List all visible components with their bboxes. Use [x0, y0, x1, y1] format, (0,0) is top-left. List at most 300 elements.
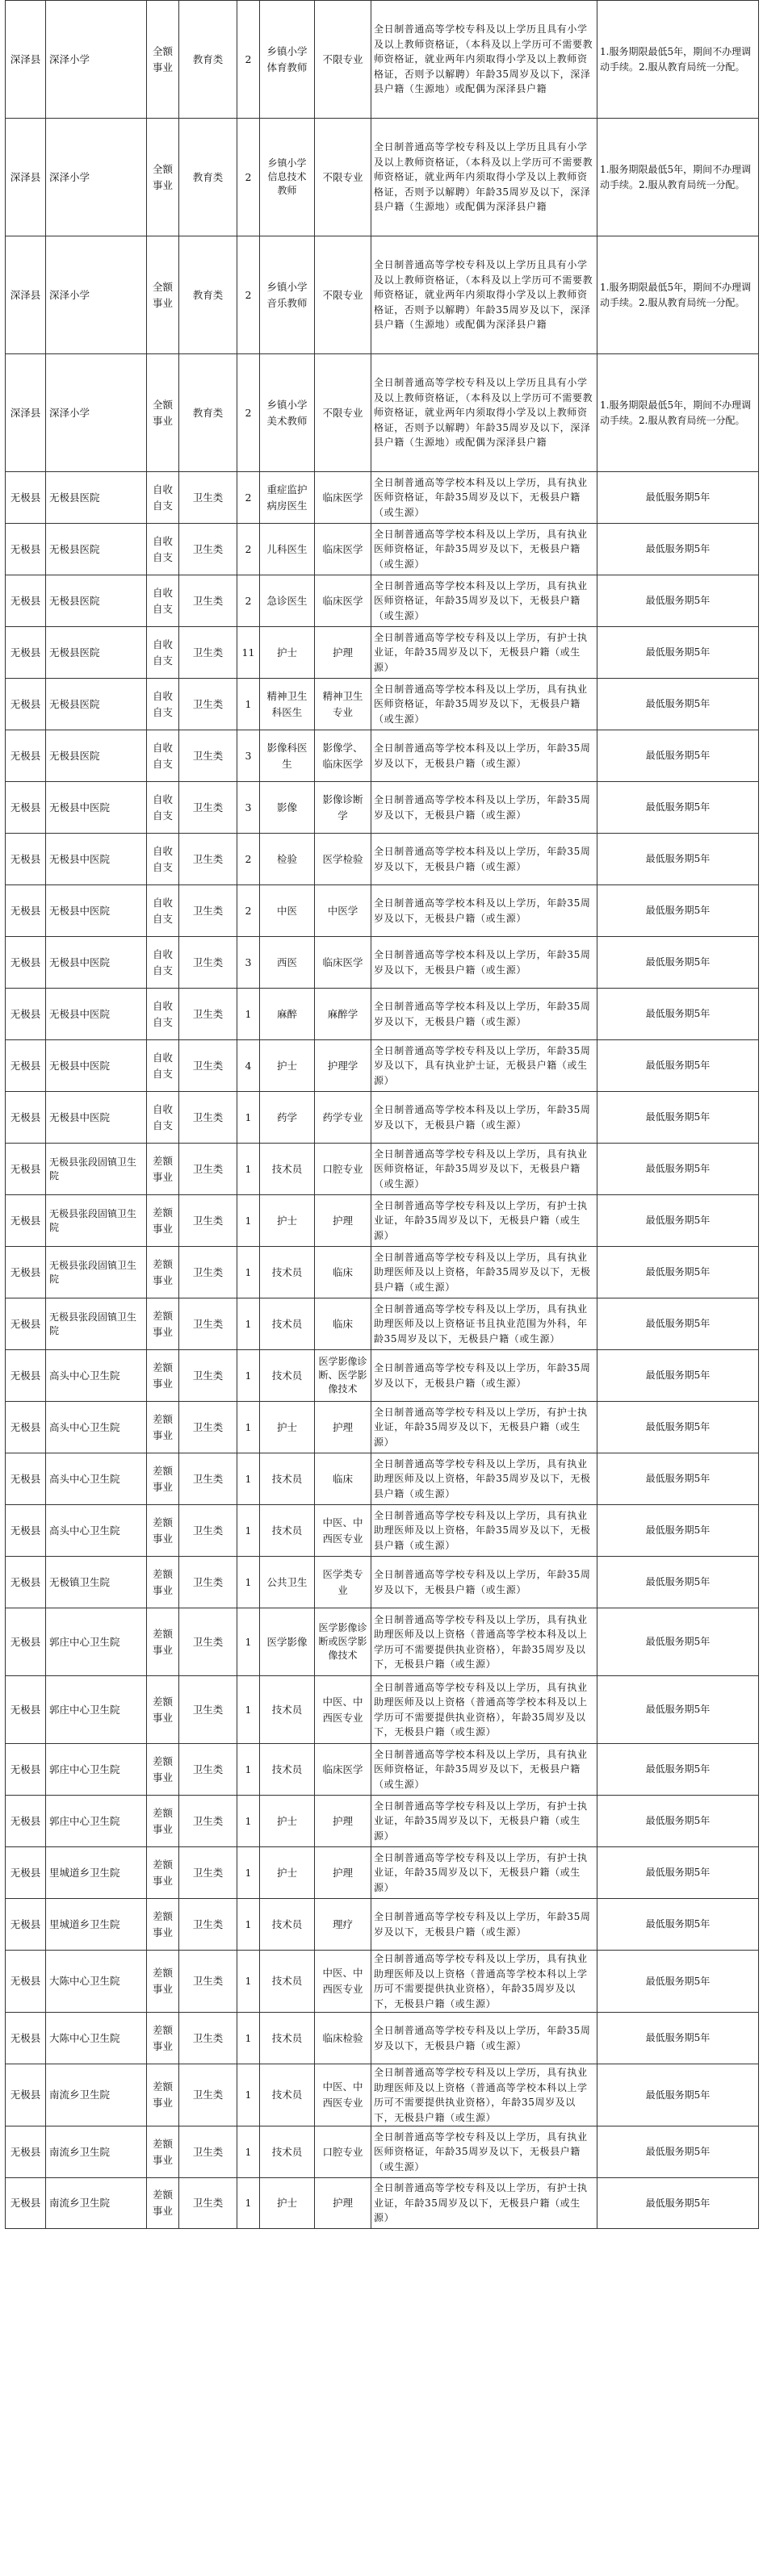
cell-remark: 最低服务期5年 — [597, 1847, 759, 1899]
cell-nature: 自收自支 — [147, 989, 179, 1040]
cell-unit: 南流乡卫生院 — [46, 2178, 147, 2229]
cell-major: 临床医学 — [315, 937, 371, 989]
cell-category: 卫生类 — [179, 2178, 237, 2229]
cell-county: 深泽县 — [6, 1, 46, 119]
cell-position: 护士 — [260, 627, 315, 679]
cell-count: 1 — [237, 2013, 260, 2064]
cell-unit: 深泽小学 — [46, 236, 147, 354]
cell-category: 教育类 — [179, 354, 237, 472]
cell-major: 中医、中西医专业 — [315, 1951, 371, 2013]
table-row — [6, 1505, 759, 1557]
cell-nature: 差额事业 — [147, 1557, 179, 1608]
table-row — [6, 2064, 759, 2126]
cell-category: 卫生类 — [179, 524, 237, 575]
cell-category: 卫生类 — [179, 937, 237, 989]
cell-remark: 最低服务期5年 — [597, 834, 759, 885]
cell-remark: 最低服务期5年 — [597, 472, 759, 524]
cell-remark: 最低服务期5年 — [597, 1951, 759, 2013]
cell-county: 无极县 — [6, 524, 46, 575]
cell-category: 教育类 — [179, 236, 237, 354]
cell-county: 无极县 — [6, 472, 46, 524]
cell-category: 卫生类 — [179, 1092, 237, 1144]
cell-requirement: 全日制普通高等学校专科及以上学历，具有执业助理医师及以上资格，年龄35周岁及以下，无极县户籍（或生源） — [371, 1453, 597, 1505]
cell-count: 2 — [237, 575, 260, 627]
cell-major: 麻醉学 — [315, 989, 371, 1040]
cell-county: 无极县 — [6, 885, 46, 937]
cell-category: 卫生类 — [179, 472, 237, 524]
cell-unit: 无极县中医院 — [46, 885, 147, 937]
cell-count: 1 — [237, 1847, 260, 1899]
cell-major: 临床医学 — [315, 575, 371, 627]
cell-category: 卫生类 — [179, 1796, 237, 1847]
cell-count: 1 — [237, 1608, 260, 1676]
cell-major: 口腔专业 — [315, 1144, 371, 1195]
cell-county: 无极县 — [6, 1144, 46, 1195]
cell-category: 卫生类 — [179, 679, 237, 730]
cell-requirement: 全日制普通高等学校专科及以上学历且具有小学及以上教师资格证，（本科及以上学历可不需要教师资格证，就业两年内须取得小学及以上教师资格证，否则予以解聘）年龄35周岁及以下，深泽县户籍（生源地）或配偶为深泽县户籍 — [371, 236, 597, 354]
table-row — [6, 679, 759, 730]
cell-county: 无极县 — [6, 782, 46, 834]
cell-unit: 高头中心卫生院 — [46, 1402, 147, 1453]
cell-remark: 最低服务期5年 — [597, 2064, 759, 2126]
cell-category: 卫生类 — [179, 1195, 237, 1247]
cell-unit: 郭庄中心卫生院 — [46, 1676, 147, 1744]
cell-remark: 最低服务期5年 — [597, 2126, 759, 2178]
cell-unit: 南流乡卫生院 — [46, 2064, 147, 2126]
cell-county: 无极县 — [6, 730, 46, 782]
cell-category: 卫生类 — [179, 2013, 237, 2064]
cell-county: 无极县 — [6, 575, 46, 627]
cell-major: 护理 — [315, 627, 371, 679]
cell-requirement: 全日制普通高等学校专科及以上学历，具有执业助理医师及以上资格（普通高等学校本科及以上学历可不需要提供执业资格），年龄35周岁及以下，无极县户籍（或生源） — [371, 1676, 597, 1744]
cell-count: 1 — [237, 1676, 260, 1744]
cell-nature: 自收自支 — [147, 834, 179, 885]
cell-category: 卫生类 — [179, 1453, 237, 1505]
table-row — [6, 354, 759, 472]
cell-county: 无极县 — [6, 1298, 46, 1350]
cell-remark: 最低服务期5年 — [597, 575, 759, 627]
cell-position: 护士 — [260, 1796, 315, 1847]
cell-county: 无极县 — [6, 989, 46, 1040]
cell-position: 护士 — [260, 1847, 315, 1899]
cell-remark: 最低服务期5年 — [597, 2178, 759, 2229]
table-row — [6, 1, 759, 119]
cell-county: 无极县 — [6, 2064, 46, 2126]
table-row — [6, 989, 759, 1040]
cell-county: 无极县 — [6, 2013, 46, 2064]
cell-remark: 最低服务期5年 — [597, 1557, 759, 1608]
cell-county: 无极县 — [6, 627, 46, 679]
cell-major: 医学类专业 — [315, 1557, 371, 1608]
cell-major: 不限专业 — [315, 1, 371, 119]
cell-requirement: 全日制普通高等学校本科及以上学历，具有执业医师资格证，年龄35周岁及以下，无极县户籍（或生源） — [371, 1744, 597, 1796]
cell-position: 儿科医生 — [260, 524, 315, 575]
cell-major: 理疗 — [315, 1899, 371, 1951]
table-row — [6, 524, 759, 575]
cell-count: 1 — [237, 1247, 260, 1298]
cell-major: 中医、中西医专业 — [315, 1505, 371, 1557]
cell-count: 2 — [237, 885, 260, 937]
cell-nature: 差额事业 — [147, 1951, 179, 2013]
cell-requirement: 全日制普通高等学校专科及以上学历，年龄35周岁及以下，无极县户籍（或生源） — [371, 1899, 597, 1951]
cell-count: 1 — [237, 1505, 260, 1557]
cell-position: 护士 — [260, 1195, 315, 1247]
cell-category: 卫生类 — [179, 2126, 237, 2178]
cell-nature: 全额事业 — [147, 1, 179, 119]
cell-nature: 差额事业 — [147, 1350, 179, 1402]
cell-count: 1 — [237, 1298, 260, 1350]
cell-requirement: 全日制普通高等学校专科及以上学历，具有执业助理医师及以上资格，年龄35周岁及以下，无极县户籍（或生源） — [371, 1247, 597, 1298]
cell-major: 护理 — [315, 1195, 371, 1247]
cell-position: 技术员 — [260, 1744, 315, 1796]
cell-requirement: 全日制普通高等学校专科及以上学历，年龄35周岁及以下，无极县户籍（或生源） — [371, 2013, 597, 2064]
cell-position: 技术员 — [260, 1899, 315, 1951]
cell-count: 2 — [237, 834, 260, 885]
cell-position: 医学影像 — [260, 1608, 315, 1676]
cell-unit: 南流乡卫生院 — [46, 2126, 147, 2178]
cell-position: 精神卫生科医生 — [260, 679, 315, 730]
cell-county: 无极县 — [6, 1608, 46, 1676]
cell-nature: 差额事业 — [147, 1453, 179, 1505]
cell-count: 1 — [237, 1744, 260, 1796]
cell-category: 卫生类 — [179, 1040, 237, 1092]
cell-position: 检验 — [260, 834, 315, 885]
cell-county: 无极县 — [6, 1040, 46, 1092]
table-row — [6, 1951, 759, 2013]
cell-count: 11 — [237, 627, 260, 679]
table-row — [6, 1144, 759, 1195]
cell-unit: 郭庄中心卫生院 — [46, 1744, 147, 1796]
table-row — [6, 1453, 759, 1505]
cell-unit: 无极县医院 — [46, 472, 147, 524]
cell-requirement: 全日制普通高等学校专科及以上学历，有护士执业证，年龄35周岁及以下，无极县户籍（或生源） — [371, 2178, 597, 2229]
cell-position: 急诊医生 — [260, 575, 315, 627]
table-row — [6, 1676, 759, 1744]
cell-category: 卫生类 — [179, 575, 237, 627]
cell-unit: 里城道乡卫生院 — [46, 1899, 147, 1951]
cell-remark: 最低服务期5年 — [597, 1298, 759, 1350]
cell-remark: 最低服务期5年 — [597, 2013, 759, 2064]
cell-major: 影像诊断学 — [315, 782, 371, 834]
cell-unit: 深泽小学 — [46, 1, 147, 119]
cell-count: 2 — [237, 524, 260, 575]
cell-count: 1 — [237, 1402, 260, 1453]
cell-count: 2 — [237, 354, 260, 472]
cell-count: 4 — [237, 1040, 260, 1092]
cell-nature: 差额事业 — [147, 2013, 179, 2064]
cell-unit: 无极县医院 — [46, 627, 147, 679]
table-row — [6, 472, 759, 524]
cell-remark: 最低服务期5年 — [597, 1744, 759, 1796]
cell-category: 卫生类 — [179, 834, 237, 885]
cell-count: 2 — [237, 236, 260, 354]
cell-county: 无极县 — [6, 1092, 46, 1144]
cell-position: 护士 — [260, 1040, 315, 1092]
cell-count: 1 — [237, 1144, 260, 1195]
cell-requirement: 全日制普通高等学校本科及以上学历，具有执业医师资格证，年龄35周岁及以下，无极县户籍（或生源） — [371, 575, 597, 627]
cell-nature: 全额事业 — [147, 236, 179, 354]
cell-count: 3 — [237, 782, 260, 834]
cell-nature: 自收自支 — [147, 1092, 179, 1144]
cell-requirement: 全日制普通高等学校本科及以上学历，年龄35周岁及以下，无极县户籍（或生源） — [371, 989, 597, 1040]
cell-major: 医学影像诊断或医学影像技术 — [315, 1608, 371, 1676]
cell-county: 无极县 — [6, 1847, 46, 1899]
cell-requirement: 全日制普通高等学校本科及以上学历，年龄35周岁及以下，无极县户籍（或生源） — [371, 834, 597, 885]
cell-county: 无极县 — [6, 1350, 46, 1402]
cell-major: 中医、中西医专业 — [315, 2064, 371, 2126]
cell-category: 卫生类 — [179, 1505, 237, 1557]
cell-category: 卫生类 — [179, 782, 237, 834]
cell-unit: 郭庄中心卫生院 — [46, 1796, 147, 1847]
cell-position: 技术员 — [260, 1298, 315, 1350]
cell-county: 无极县 — [6, 1744, 46, 1796]
cell-count: 1 — [237, 989, 260, 1040]
cell-count: 1 — [237, 1195, 260, 1247]
cell-category: 卫生类 — [179, 1847, 237, 1899]
cell-remark: 最低服务期5年 — [597, 524, 759, 575]
cell-remark: 最低服务期5年 — [597, 1144, 759, 1195]
cell-count: 2 — [237, 472, 260, 524]
cell-nature: 全额事业 — [147, 119, 179, 236]
cell-major: 临床 — [315, 1453, 371, 1505]
cell-requirement: 全日制普通高等学校专科及以上学历且具有小学及以上教师资格证，（本科及以上学历可不需要教师资格证，就业两年内须取得小学及以上教师资格证，否则予以解聘）年龄35周岁及以下，深泽县户籍（生源地）或配偶为深泽县户籍 — [371, 1, 597, 119]
cell-unit: 无极县医院 — [46, 524, 147, 575]
cell-requirement: 全日制普通高等学校专科及以上学历且具有小学及以上教师资格证，（本科及以上学历可不需要教师资格证，就业两年内须取得小学及以上教师资格证，否则予以解聘）年龄35周岁及以下，深泽县户籍（生源地）或配偶为深泽县户籍 — [371, 119, 597, 236]
cell-nature: 差额事业 — [147, 2178, 179, 2229]
cell-position: 技术员 — [260, 1453, 315, 1505]
cell-county: 无极县 — [6, 1402, 46, 1453]
cell-major: 影像学、临床医学 — [315, 730, 371, 782]
cell-category: 卫生类 — [179, 1899, 237, 1951]
table-row — [6, 834, 759, 885]
cell-unit: 深泽小学 — [46, 119, 147, 236]
cell-category: 卫生类 — [179, 1298, 237, 1350]
cell-count: 2 — [237, 119, 260, 236]
cell-remark: 1.服务期限最低5年，期间不办理调动手续。2.服从教育局统一分配。 — [597, 1, 759, 119]
cell-nature: 自收自支 — [147, 575, 179, 627]
cell-remark: 最低服务期5年 — [597, 1796, 759, 1847]
cell-position: 乡镇小学音乐教师 — [260, 236, 315, 354]
cell-remark: 最低服务期5年 — [597, 1505, 759, 1557]
cell-category: 卫生类 — [179, 1557, 237, 1608]
cell-nature: 差额事业 — [147, 1676, 179, 1744]
cell-remark: 1.服务期限最低5年，期间不办理调动手续。2.服从教育局统一分配。 — [597, 119, 759, 236]
cell-requirement: 全日制普通高等学校专科及以上学历，有护士执业证，年龄35周岁及以下，无极县户籍（或生源） — [371, 1195, 597, 1247]
cell-remark: 最低服务期5年 — [597, 1247, 759, 1298]
cell-category: 卫生类 — [179, 1350, 237, 1402]
table-row — [6, 627, 759, 679]
cell-remark: 最低服务期5年 — [597, 782, 759, 834]
cell-remark: 最低服务期5年 — [597, 1402, 759, 1453]
cell-remark: 1.服务期限最低5年，期间不办理调动手续。2.服从教育局统一分配。 — [597, 236, 759, 354]
cell-requirement: 全日制普通高等学校专科及以上学历，具有执业助理医师及以上资格证书且执业范围为外科，年龄35周岁及以下，无极县户籍（或生源） — [371, 1298, 597, 1350]
cell-nature: 自收自支 — [147, 627, 179, 679]
table-row — [6, 730, 759, 782]
cell-county: 无极县 — [6, 1676, 46, 1744]
cell-category: 卫生类 — [179, 1247, 237, 1298]
cell-requirement: 全日制普通高等学校专科及以上学历，有护士执业证，年龄35周岁及以下，无极县户籍（或生源） — [371, 1796, 597, 1847]
cell-requirement: 全日制普通高等学校专科及以上学历且具有小学及以上教师资格证，（本科及以上学历可不需要教师资格证，就业两年内须取得小学及以上教师资格证，否则予以解聘）年龄35周岁及以下，深泽县户籍（生源地）或配偶为深泽县户籍 — [371, 354, 597, 472]
cell-major: 中医学 — [315, 885, 371, 937]
cell-major: 护理学 — [315, 1040, 371, 1092]
cell-major: 不限专业 — [315, 354, 371, 472]
cell-major: 护理 — [315, 1796, 371, 1847]
cell-requirement: 全日制普通高等学校本科及以上学历，具有执业医师资格证，年龄35周岁及以下，无极县户籍（或生源） — [371, 679, 597, 730]
cell-category: 卫生类 — [179, 2064, 237, 2126]
cell-requirement: 全日制普通高等学校专科及以上学历，具有执业助理医师及以上资格（普通高等学校本科以上学历可不需要提供执业资格），年龄35周岁及以下，无极县户籍（或生源） — [371, 2064, 597, 2126]
cell-count: 1 — [237, 1951, 260, 2013]
cell-requirement: 全日制普通高等学校专科及以上学历，具有执业助理医师及以上资格（普通高等学校本科以上学历可不需要提供执业资格），年龄35周岁及以下，无极县户籍（或生源） — [371, 1951, 597, 2013]
cell-unit: 无极县中医院 — [46, 834, 147, 885]
cell-category: 卫生类 — [179, 1402, 237, 1453]
cell-count: 1 — [237, 1350, 260, 1402]
cell-nature: 差额事业 — [147, 1247, 179, 1298]
cell-nature: 自收自支 — [147, 1040, 179, 1092]
cell-position: 护士 — [260, 1402, 315, 1453]
cell-nature: 差额事业 — [147, 1847, 179, 1899]
cell-unit: 无极县医院 — [46, 679, 147, 730]
table-row — [6, 1350, 759, 1402]
cell-county: 无极县 — [6, 1951, 46, 2013]
cell-category: 卫生类 — [179, 1951, 237, 2013]
table-row — [6, 1298, 759, 1350]
cell-category: 卫生类 — [179, 627, 237, 679]
cell-unit: 里城道乡卫生院 — [46, 1847, 147, 1899]
cell-major: 护理 — [315, 1402, 371, 1453]
cell-position: 乡镇小学信息技术教师 — [260, 119, 315, 236]
cell-requirement: 全日制普通高等学校专科及以上学历，具有执业助理医师及以上资格，年龄35周岁及以下，无极县户籍（或生源） — [371, 1505, 597, 1557]
cell-unit: 无极镇卫生院 — [46, 1557, 147, 1608]
cell-major: 护理 — [315, 2178, 371, 2229]
cell-remark: 最低服务期5年 — [597, 885, 759, 937]
cell-count: 2 — [237, 1, 260, 119]
cell-unit: 无极县中医院 — [46, 1092, 147, 1144]
cell-major: 临床 — [315, 1298, 371, 1350]
cell-requirement: 全日制普通高等学校专科及以上学历，有护士执业证，年龄35周岁及以下，无极县户籍（或生源） — [371, 627, 597, 679]
table-row — [6, 1247, 759, 1298]
cell-position: 技术员 — [260, 1350, 315, 1402]
cell-major: 临床 — [315, 1247, 371, 1298]
cell-position: 技术员 — [260, 2064, 315, 2126]
cell-count: 1 — [237, 2064, 260, 2126]
cell-unit: 高头中心卫生院 — [46, 1350, 147, 1402]
cell-position: 技术员 — [260, 1505, 315, 1557]
cell-nature: 自收自支 — [147, 524, 179, 575]
cell-unit: 高头中心卫生院 — [46, 1453, 147, 1505]
cell-major: 不限专业 — [315, 119, 371, 236]
cell-count: 3 — [237, 937, 260, 989]
cell-remark: 最低服务期5年 — [597, 730, 759, 782]
cell-category: 卫生类 — [179, 1144, 237, 1195]
cell-nature: 自收自支 — [147, 885, 179, 937]
cell-nature: 差额事业 — [147, 1608, 179, 1676]
cell-count: 1 — [237, 2178, 260, 2229]
cell-county: 深泽县 — [6, 354, 46, 472]
cell-nature: 自收自支 — [147, 730, 179, 782]
cell-position: 麻醉 — [260, 989, 315, 1040]
cell-requirement: 全日制普通高等学校本科及以上学历，具有执业医师资格证，年龄35周岁及以下，无极县户籍（或生源） — [371, 524, 597, 575]
cell-count: 1 — [237, 679, 260, 730]
cell-nature: 差额事业 — [147, 1744, 179, 1796]
cell-remark: 1.服务期限最低5年，期间不办理调动手续。2.服从教育局统一分配。 — [597, 354, 759, 472]
cell-county: 无极县 — [6, 1247, 46, 1298]
cell-requirement: 全日制普通高等学校本科及以上学历，年龄35周岁及以下，无极县户籍（或生源） — [371, 937, 597, 989]
cell-requirement: 全日制普通高等学校专科及以上学历，年龄35周岁及以下，无极县户籍（或生源） — [371, 1557, 597, 1608]
cell-county: 无极县 — [6, 1453, 46, 1505]
recruitment-table-container — [5, 0, 758, 2229]
cell-major: 临床医学 — [315, 524, 371, 575]
table-row — [6, 1092, 759, 1144]
cell-nature: 全额事业 — [147, 354, 179, 472]
cell-position: 公共卫生 — [260, 1557, 315, 1608]
cell-category: 卫生类 — [179, 1676, 237, 1744]
table-row — [6, 119, 759, 236]
cell-remark: 最低服务期5年 — [597, 1608, 759, 1676]
cell-county: 无极县 — [6, 1505, 46, 1557]
cell-nature: 差额事业 — [147, 1796, 179, 1847]
cell-category: 卫生类 — [179, 730, 237, 782]
cell-nature: 差额事业 — [147, 1505, 179, 1557]
recruitment-table — [5, 0, 759, 2229]
cell-requirement: 全日制普通高等学校本科及以上学历，年龄35周岁及以下，无极县户籍（或生源） — [371, 782, 597, 834]
cell-position: 技术员 — [260, 1951, 315, 2013]
cell-remark: 最低服务期5年 — [597, 1899, 759, 1951]
cell-major: 临床医学 — [315, 472, 371, 524]
cell-remark: 最低服务期5年 — [597, 989, 759, 1040]
cell-unit: 无极县张段固镇卫生院 — [46, 1247, 147, 1298]
cell-category: 卫生类 — [179, 1608, 237, 1676]
cell-position: 中医 — [260, 885, 315, 937]
cell-major: 医学影像诊断、医学影像技术 — [315, 1350, 371, 1402]
cell-nature: 自收自支 — [147, 679, 179, 730]
cell-nature: 差额事业 — [147, 2064, 179, 2126]
cell-category: 卫生类 — [179, 989, 237, 1040]
cell-count: 1 — [237, 1453, 260, 1505]
table-row — [6, 575, 759, 627]
cell-category: 卫生类 — [179, 885, 237, 937]
cell-requirement: 全日制普通高等学校专科及以上学历，年龄35周岁及以下，无极县户籍（或生源） — [371, 1350, 597, 1402]
cell-major: 医学检验 — [315, 834, 371, 885]
cell-major: 临床检验 — [315, 2013, 371, 2064]
cell-requirement: 全日制普通高等学校本科及以上学历，具有执业医师资格证，年龄35周岁及以下，无极县户籍（或生源） — [371, 472, 597, 524]
cell-position: 重症监护病房医生 — [260, 472, 315, 524]
table-row — [6, 236, 759, 354]
cell-nature: 差额事业 — [147, 1899, 179, 1951]
table-row — [6, 1796, 759, 1847]
cell-unit: 大陈中心卫生院 — [46, 1951, 147, 2013]
cell-requirement: 全日制普通高等学校专科及以上学历，有护士执业证，年龄35周岁及以下，无极县户籍（或生源） — [371, 1847, 597, 1899]
cell-unit: 高头中心卫生院 — [46, 1505, 147, 1557]
table-row — [6, 1040, 759, 1092]
table-row — [6, 937, 759, 989]
cell-remark: 最低服务期5年 — [597, 1350, 759, 1402]
cell-unit: 深泽小学 — [46, 354, 147, 472]
cell-nature: 自收自支 — [147, 472, 179, 524]
cell-county: 深泽县 — [6, 236, 46, 354]
cell-unit: 无极县医院 — [46, 730, 147, 782]
cell-remark: 最低服务期5年 — [597, 1092, 759, 1144]
cell-unit: 无极县中医院 — [46, 937, 147, 989]
cell-position: 护士 — [260, 2178, 315, 2229]
cell-major: 临床医学 — [315, 1744, 371, 1796]
cell-requirement: 全日制普通高等学校专科及以上学历，具有执业医师资格证，年龄35周岁及以下，无极县户籍（或生源） — [371, 2126, 597, 2178]
table-row — [6, 1402, 759, 1453]
cell-nature: 差额事业 — [147, 2126, 179, 2178]
cell-remark: 最低服务期5年 — [597, 937, 759, 989]
cell-requirement: 全日制普通高等学校专科及以上学历，具有执业医师资格证，年龄35周岁及以下，无极县户籍（或生源） — [371, 1144, 597, 1195]
cell-category: 教育类 — [179, 1, 237, 119]
cell-position: 乡镇小学美术教师 — [260, 354, 315, 472]
